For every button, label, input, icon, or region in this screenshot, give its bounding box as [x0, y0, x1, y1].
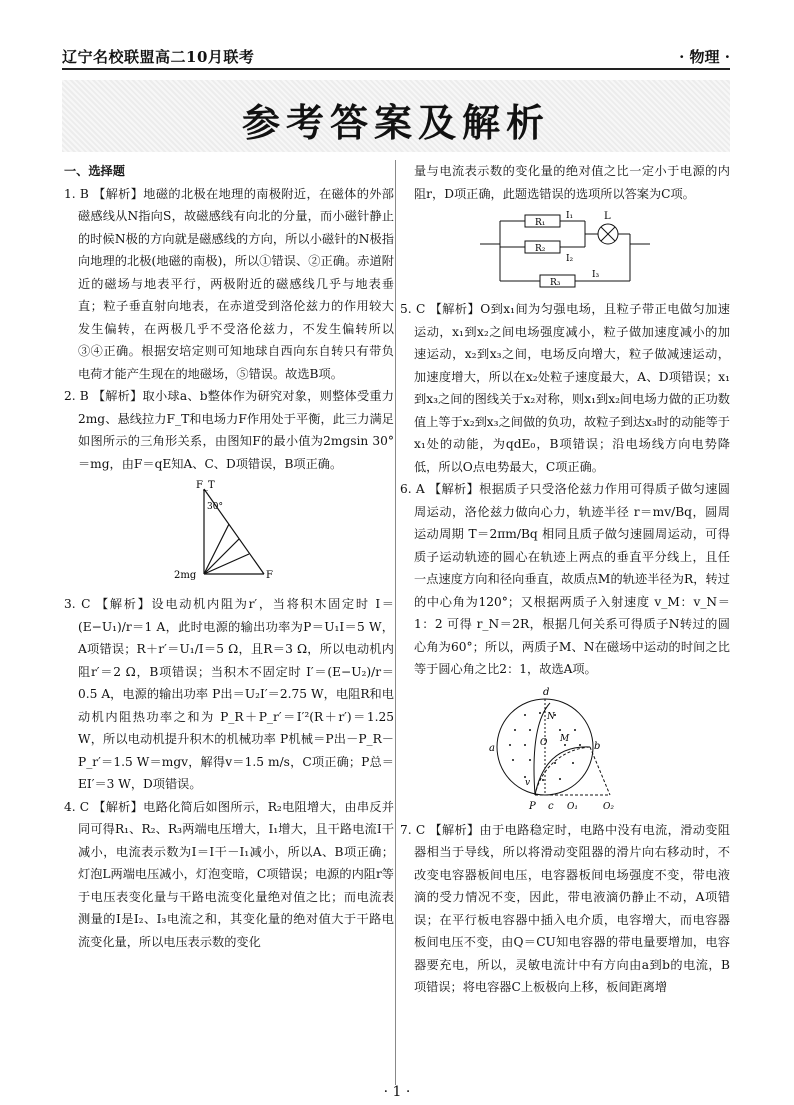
label-angle: 30°	[207, 502, 223, 512]
right-column	[400, 160, 730, 999]
label-o: O	[540, 737, 548, 748]
label-r2: R₂	[535, 244, 546, 254]
f-vector-2	[204, 539, 239, 574]
label-b: b	[594, 740, 601, 752]
banner-title: 参考答案及解析	[241, 101, 550, 145]
label-i3: I₃	[592, 270, 600, 280]
label-lamp: L	[604, 211, 611, 222]
answer-6: 6. A 【解析】根据质子只受洛伦兹力作用可得质子做匀速圆周运动，洛伦兹力做向心力，轨迹半径 r＝mv/Bq，圆周运动周期 T＝2πm/Bq 相同且质子做匀速圆周运动，可得质子运动轨迹的圆心在轨迹上两点的垂直平分线上，且任一点速度方向和径向垂直，故质点M的轨迹半径为R，转过的中心角为120°；又根据两质子入射速度 v_M：v_N＝1：2 可得 r_N＝2R，根据几何关系可得质子N转过的圆心角为60°；所以，两质子M、N在磁场中运动的时间之比等于圆心角之比2：1，故选A项。	[400, 482, 730, 676]
answer-7: 7. C 【解析】由于电路稳定时，电路中没有电流，滑动变阻器相当于导线，所以将滑动变阻器的滑片向右移动时，不改变电容器板间电压，电容器板间电场强度不变，带电液滴的受力情况不变，因此，带电液滴仍静止不动，A项错误；在平行板电容器中插入电介质，电容增大，而电容器板间电压不变，由Q＝CU知电容器的带电量要增加，电容器要充电，所以，灵敏电流计中有方向由a到b的电流，B项错误；将电容器C上板极向上移，板间距离增	[400, 822, 730, 994]
label-r1: R₁	[535, 218, 546, 228]
left-column	[64, 160, 394, 953]
label-ft: F_T	[196, 480, 215, 491]
title-banner	[62, 80, 730, 152]
trajectory-m	[535, 746, 590, 794]
force-triangle-figure	[174, 479, 284, 589]
header-rule	[62, 68, 730, 70]
column-divider	[395, 160, 396, 1085]
magnetic-field-figure	[485, 685, 645, 815]
label-c: c	[548, 800, 554, 812]
label-p: P	[529, 800, 536, 812]
answer-4-continued: 量与电流表示数的变化量的绝对值之比一定小于电源的内阻r，D项正确，此题选错误的选项所以答案为C项。	[414, 164, 730, 201]
label-d: d	[543, 686, 550, 698]
answer-2: 2. B 【解析】取小球a、b整体作为研究对象，则整体受重力2mg、悬线拉力F_T和电场力F作用处于平衡，此三力满足如图所示的三角形关系，由图知F的最小值为2mgsin 30°＝mg，由F＝qE知A、C、D项错误，B项正确。	[64, 389, 394, 471]
subject-label: · 物理 ·	[679, 48, 730, 66]
circuit-figure	[480, 209, 650, 294]
answer-4: 4. C 【解析】电路化简后如图所示，R₂电阻增大，由串反并同可得R₁、R₂、R₃两端电压增大，I₁增大，且干路电流I干减小，电流表示数为I＝I干－I₁减小，所以A、B项正确；灯泡L两端电压减小，灯泡变暗，C项错误；电源的内阻r等于电压表变化量与干路电流变化量绝对值之比；而电流表测量的I是I₂、I₃电流之和，其变化量的绝对值大于干路电流变化量，所以电压表示数的变化	[64, 799, 394, 949]
section-heading: 一、选择题	[64, 164, 125, 178]
page-number: · 1 ·	[383, 1084, 411, 1100]
f-vector-1	[204, 524, 229, 574]
label-v: v	[525, 777, 531, 788]
label-i2: I₂	[566, 254, 574, 264]
exam-title: 辽宁名校联盟高二10月联考	[62, 48, 255, 66]
label-mg: 2mg	[174, 570, 197, 581]
label-m: M	[560, 733, 570, 744]
page-header	[62, 44, 730, 68]
label-i1: I₁	[566, 211, 574, 221]
label-a: a	[489, 742, 495, 754]
answer-5: 5. C 【解析】O到x₁间为匀强电场，且粒子带正电做匀加速运动，x₁到x₂之间电场强度减小，粒子做加速度减小的加速运动，x₂到x₃之间，电场反向增大，粒子做减速运动，加速度增大，所以在x₂处粒子速度最大，A、D项错误；x₁到x₃之间的图线关于x₂对称，则x₁到x₂间电场力做的正功数值上等于x₂到x₃之间做的负功，故粒子到达x₃时的动能等于x₁处的动能，为qdE₀，B项错误；沿电场线方向电势降低，所以O点电势最大，C项正确。	[400, 302, 730, 474]
f-vector-3	[204, 554, 249, 574]
label-o2: O₂	[603, 801, 614, 812]
label-f: F	[266, 570, 273, 581]
label-o1: O₁	[567, 801, 578, 812]
label-n: N	[547, 711, 555, 722]
answer-3: 3. C 【解析】设电动机内阻为r′，当将积木固定时 I＝(E−U₁)/r＝1 A，此时电源的输出功率为P＝U₁I＝5 W，A项错误；R＋r′＝U₁/I＝5 Ω，且R＝3 Ω，所以电动机内阻r′＝2 Ω，B项错误；当积木不固定时 I′＝(E−U₂)/r＝0.5 A，电源的输出功率 P出＝U₂I′＝2.75 W，电阻R和电动机内阻热功率之和为 P_R＋P_r′＝I′²(R＋r′)＝1.25 W，所以电动机提升积木的机械功率 P机械＝P出－P_R－P_r′＝1.5 W＝mgv，解得v＝1.5 m/s，C项正确；P总＝EI′＝3 W，D项错误。	[64, 597, 394, 791]
answer-1: 1. B 【解析】地磁的北极在地理的南极附近，在磁体的外部磁感线从N指向S，故磁感线有向北的分量，而小磁针静止的时候N极的方向就是磁感线的方向，所以小磁针的N极指向地理的北极(地磁的南极)，所以①错误、②正确。赤道附近的磁场与地表平行，两极附近的磁感线几乎与地表垂直；粒子垂直射向地表，在赤道受到洛伦兹力的作用较大发生偏转，在两极几乎不受洛伦兹力，不发生偏转所以③④正确。根据安培定则可知地球自西向东自转只有带负电荷才能产生现在的地磁场，⑤错误。故选B项。	[64, 186, 394, 381]
label-r3: R₃	[550, 278, 561, 288]
